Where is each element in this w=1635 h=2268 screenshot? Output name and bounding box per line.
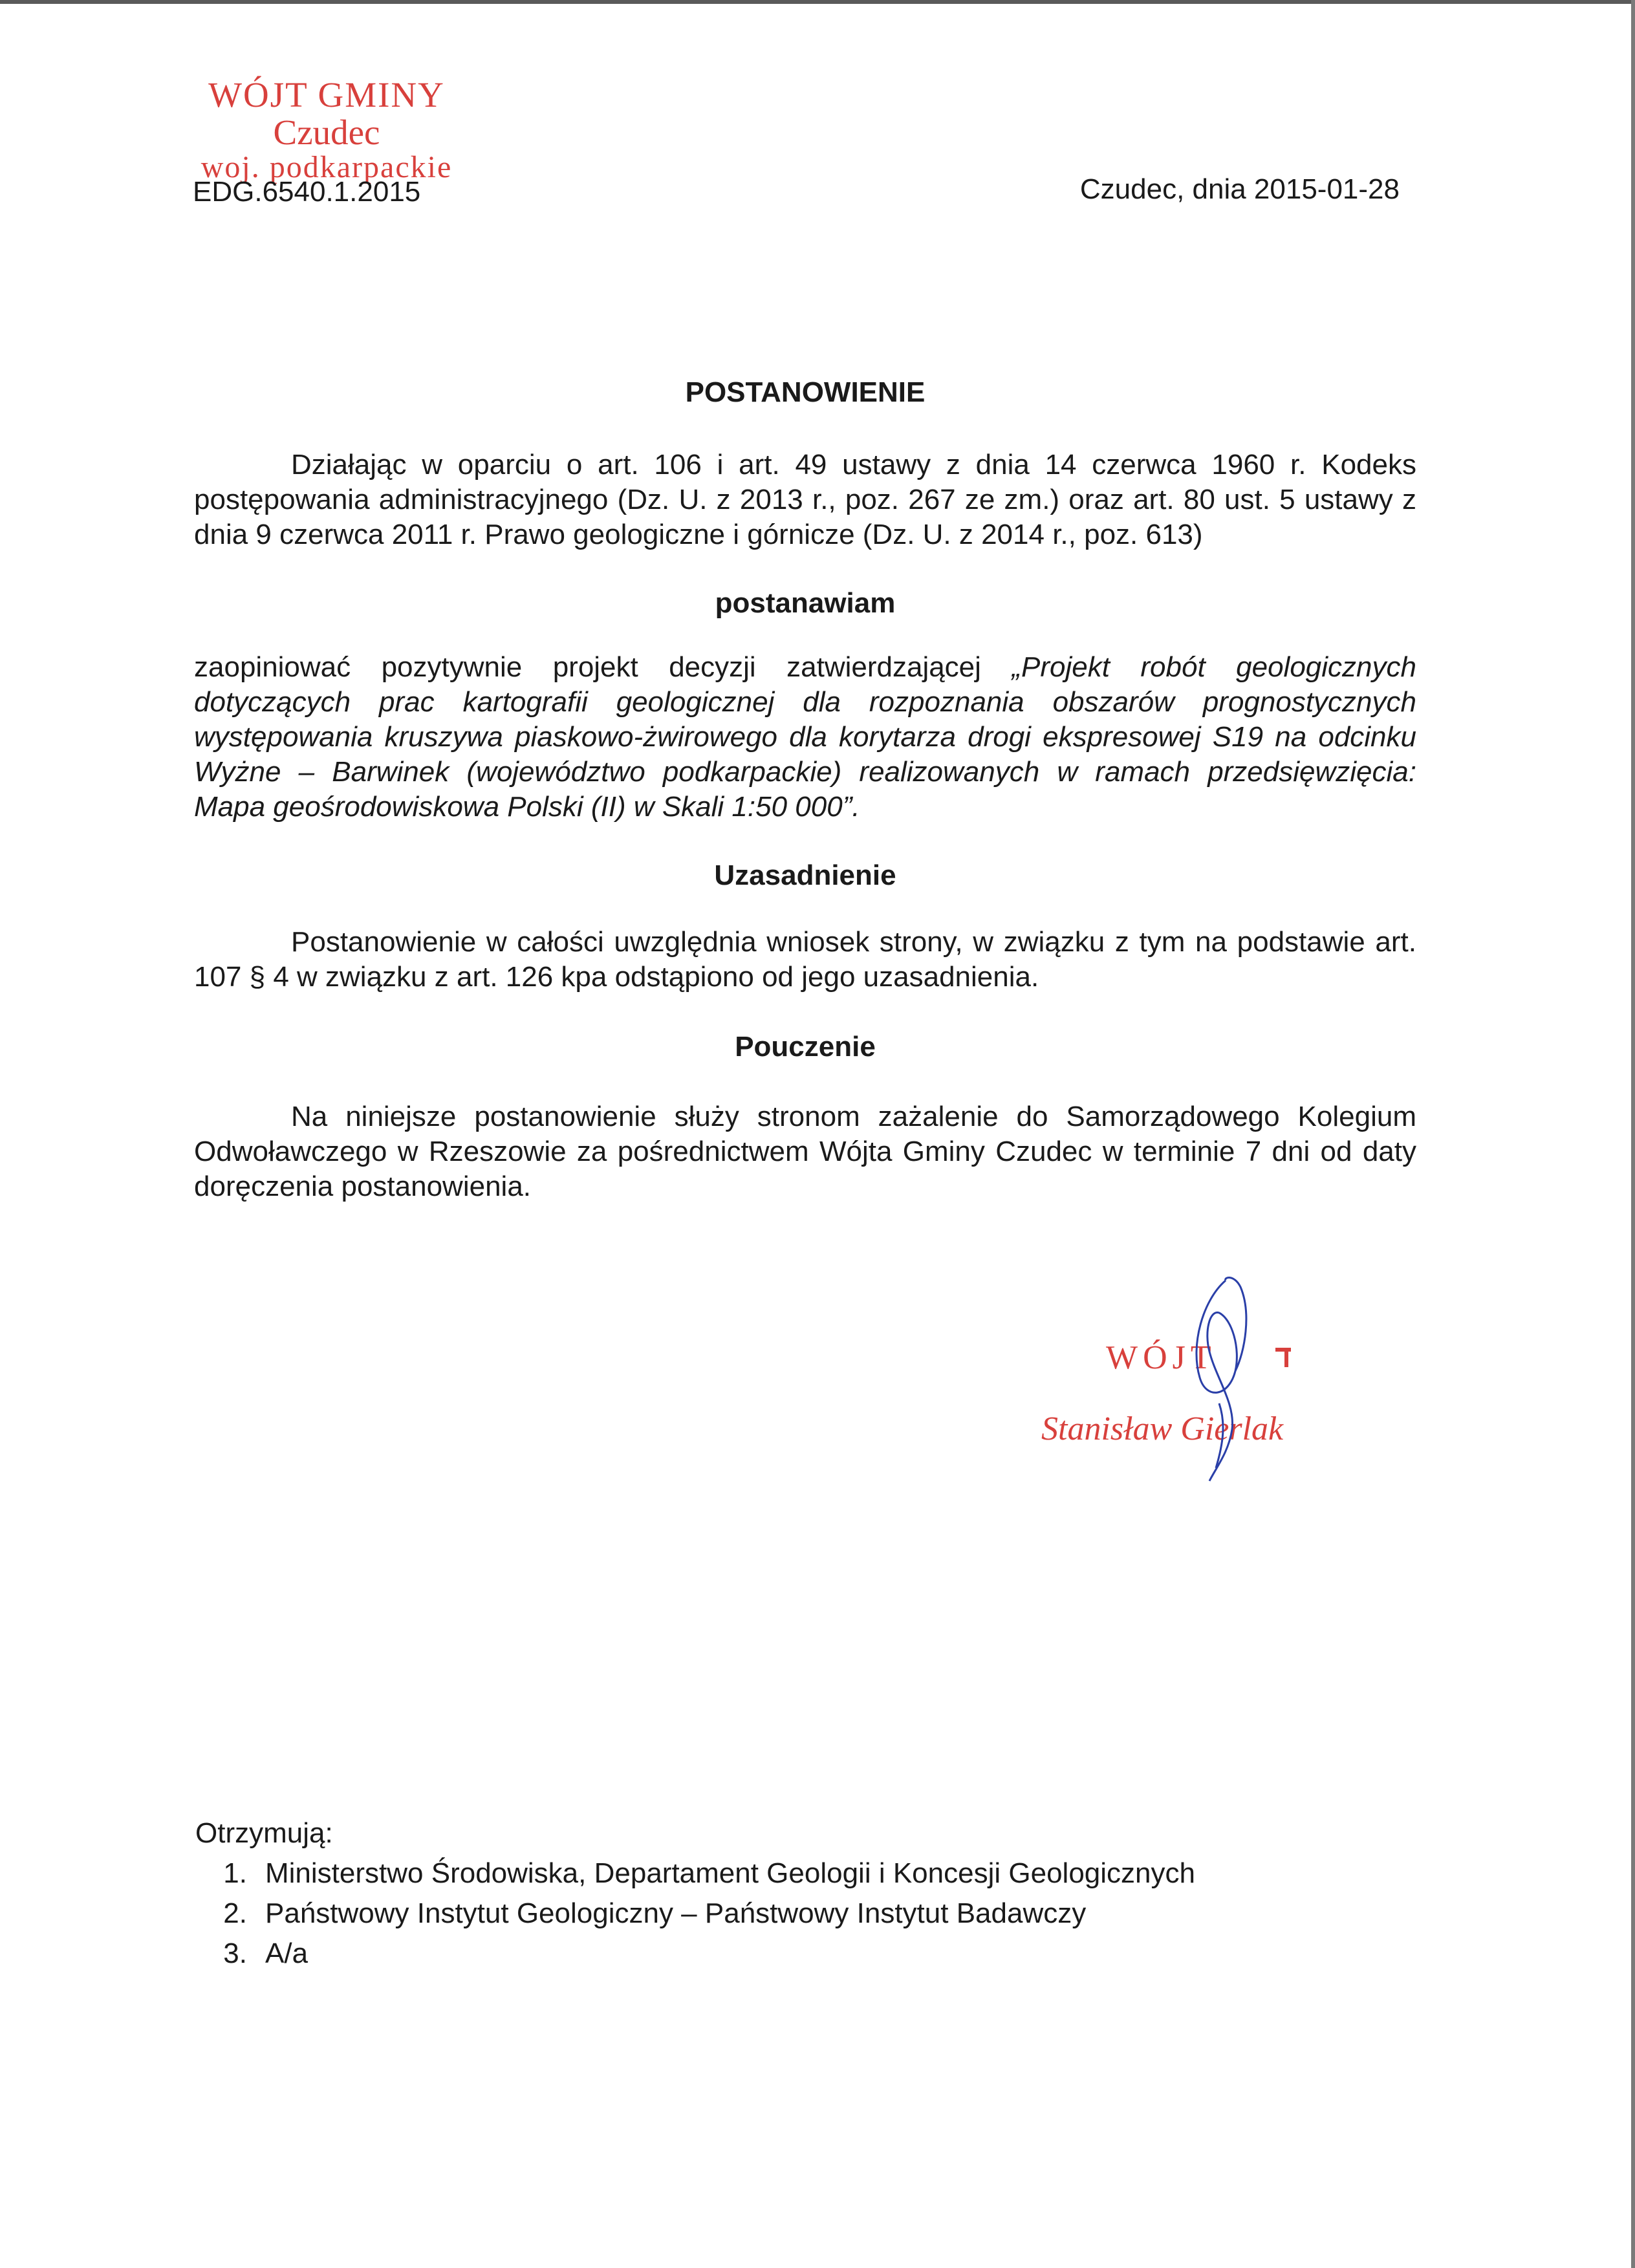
notice-paragraph: Na niniejsze postanowienie służy stronom zażalenie do Samorządowego Kolegium Odwoławczego w Rzeszowie za pośrednictwem Wójta Gminy Czudec w terminie 7 dni od daty doręczenia postanowienia. [194,1101,1416,1202]
list-item-text: A/a [265,1938,309,1969]
header-stamp [175,76,479,184]
justification-heading: Uzasadnienie [714,859,896,891]
list-item-number: 2. [223,1897,247,1929]
list-item-number: 1. [223,1857,247,1889]
signature-title: WÓJT [1106,1339,1217,1376]
handwritten-signature [1164,1274,1281,1487]
recipients-list [195,1853,1195,1974]
legal-basis-paragraph: Działając w oparciu o art. 106 i art. 49 ustawy z dnia 14 czerwca 1960 r. Kodeks postępowania administracyjnego (Dz. U. z 2013 r., poz. 267 ze zm.) oraz art. 80 ust. 5 ustawy z dnia 9 czerwca 2011 r. Prawo geologiczne i górnicze (Dz. U. z 2014 r., poz. 613) [194,449,1416,550]
stamp-municipality: Czudec [273,112,380,152]
list-item-text: Ministerstwo Środowiska, Departament Geologii i Koncesji Geologicznych [265,1857,1195,1889]
recipients-label: Otrzymują: [195,1817,333,1849]
scan-edge-top [0,0,1635,4]
justification-paragraph: Postanowienie w całości uwzględnia wniosek strony, w związku z tym na podstawie art. 107 § 4 w związku z art. 126 kpa odstąpiono od jego uzasadnienia. [194,926,1416,993]
list-item [195,1894,1195,1934]
notice-heading: Pouczenie [735,1031,876,1063]
project-title: „Projekt robót geologicznych dotyczących prac kartografii geologicznej dla rozpoznania obszarów prognostycznych występowania kruszywa piaskowo-żwirowego dla korytarza drogi ekspresowej S19 na odcinku Wyżne – Barwinek (województwo podkarpackie) realizowanych w ramach przedsięwzięcia: Mapa geośrodowiskowa Polski (II) w Skali 1:50 000”. [194,651,1416,823]
list-item [195,1853,1195,1894]
stamp-mark-icon [1274,1345,1292,1371]
scan-edge-right [1631,0,1635,2268]
list-item-text: Państwowy Instytut Geologiczny – Państwowy Instytut Badawczy [265,1897,1087,1929]
reference-number: EDG.6540.1.2015 [193,176,421,208]
list-item [195,1934,1195,1974]
recipients-section [195,1817,1195,1974]
decision-paragraph [194,650,1416,825]
stamp-voivodeship: woj. podkarpackie [200,149,453,184]
stamp-office: WÓJT GMINY [208,75,445,114]
decision-heading: postanawiam [715,587,896,619]
signature-name: Stanisław Gierlak [1041,1410,1284,1447]
list-item-number: 3. [223,1938,247,1969]
document-title: POSTANOWIENIE [685,376,926,408]
place-date: Czudec, dnia 2015-01-28 [1079,173,1400,205]
signature-stamp [1022,1274,1384,1494]
decision-lead: zaopiniować pozytywnie projekt decyzji zatwierdzającej [194,651,1012,683]
